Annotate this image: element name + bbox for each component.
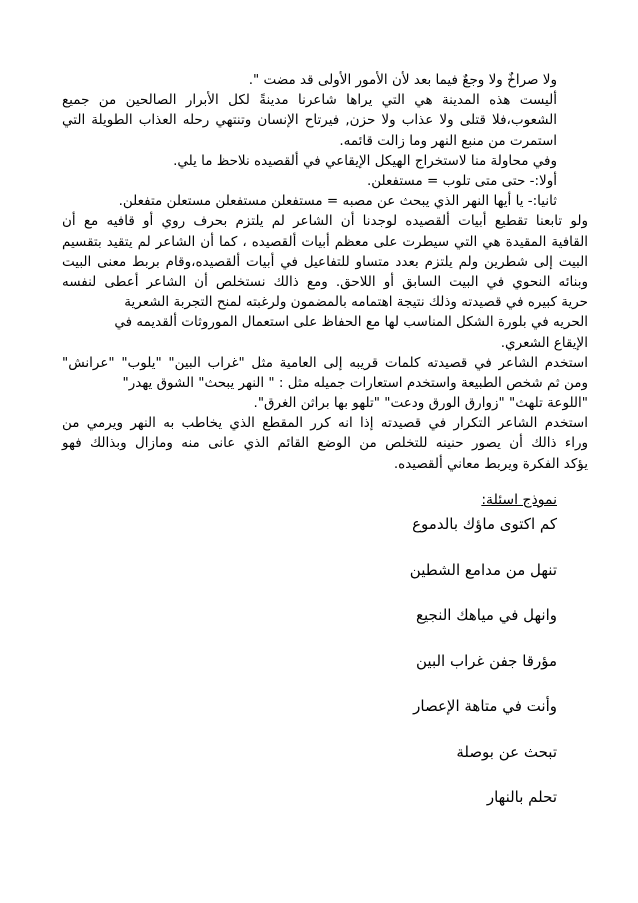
text-line: أليست هذه المدينة هي التي يراها شاعرنا مدينةً لكل الأبرار الصالحين من جميع <box>62 92 557 109</box>
poem-line: تنهل من مدامع الشطين <box>409 560 557 579</box>
text-line: وبنائه النحوي في البيت السابق أو اللاحق. ومع ذالك نستخلص أن الشاعر أعطى لنفسه <box>62 273 588 290</box>
text-line: استخدم الشاعر في قصيدته كلمات قريبه إلى العامية مثل "غراب البين" "يلوب" "عرانش" <box>62 354 588 371</box>
paragraph-block <box>62 211 588 473</box>
poem-line: كم اكتوى ماؤك بالدموع <box>412 515 557 533</box>
text-line: الشعوب،فلا قتلى ولا عذاب ولا حزن, فيرتاح الإنسان وتنتهي رحله العذاب الطويلة التي <box>62 112 557 129</box>
text-line: البيت إلى شطرين ولم يلتزم بعدد متساو للتفاعيل في أبيات ألقصيده،وقام بربط معنى البيت <box>62 253 588 270</box>
text-line: ثانيا:- يا أيها النهر الذي يبحث عن مصبه = مستفعلن مستفعلن مستعلن متفعلن. <box>118 193 557 210</box>
text-line: وراء ذالك أن يصور حنينه للتخلص من الوضع القائم الذي عانى منه ومازال وبذالك فهو <box>62 435 588 452</box>
question-list <box>297 514 557 833</box>
text-line: أولا:- حتى متى تلوب = مستفعلن. <box>366 172 557 189</box>
text-line: ولا صراخٌ ولا وجعٌ فيما بعد لأن الأمور الأولى قد مضت ". <box>248 72 557 88</box>
section-heading: نموذج اسئلة: <box>481 492 557 508</box>
text-line: حرية كبيره في قصيدته وذلك نتيجة اهتمامه بالمضمون ولرغبته لمنح التجربة الشعرية <box>124 294 588 311</box>
paragraph-block <box>62 70 557 211</box>
text-line: استمرت من منبع النهر وما زالت قائمه. <box>339 132 557 149</box>
text-line: الإيقاع الشعري. <box>500 334 588 351</box>
text-line: يؤكد الفكرة ويربط معاني ألقصيده. <box>393 455 588 472</box>
text-line: استخدم الشاعر التكرار في قصيدته إذا انه كرر المقطع الذي يخاطب به النهر ويرمي من <box>62 415 588 432</box>
poem-line: مؤرقا جفن غراب البين <box>416 651 557 670</box>
text-line: ومن ثم شخص الطبيعة واستخدم استعارات جميله مثل : " النهر يبحث" الشوق يهدر" <box>122 374 588 391</box>
poem-line: وأنت في متاهة الإعصار <box>413 697 557 715</box>
text-line: ولو تابعنا تقطيع أبيات ألقصيده لوجدنا أن الشاعر لم يلتزم بحرف روي أو قافيه مع أن <box>62 213 588 230</box>
poem-line: وانهل في مياهك النجيع <box>416 606 557 624</box>
text-line: القافية المقيدة هي التي سيطرت على معظم أبيات ألقصيده ، كما أن الشاعر لم يتقيد بتقسيم <box>62 233 588 250</box>
text-line: "اللوعة تلهث" "زوارق الورق ودعت" "تلهو بها براثن الغرق". <box>253 395 588 412</box>
text-line: وفي محاولة منا لاستخراج الهيكل الإيقاعي في ألقصيده نلاحظ ما يلي. <box>173 152 557 169</box>
poem-line: تبحث عن بوصلة <box>456 742 557 761</box>
poem-line: تحلم بالنهار <box>486 788 557 806</box>
text-line: الحريه في بلورة الشكل المناسب لها مع الحفاظ على استعمال الموروثات ألقديمه في <box>114 314 588 331</box>
